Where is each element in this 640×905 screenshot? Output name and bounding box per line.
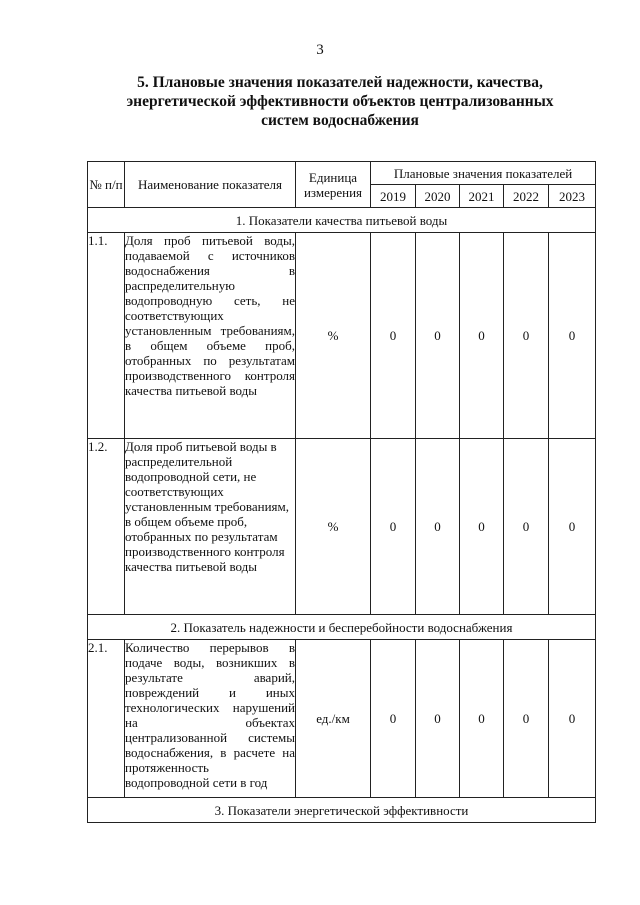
header-name: Наименование показателя (125, 162, 296, 208)
row-value: 0 (504, 233, 549, 439)
row-num: 1.1. (88, 233, 125, 439)
table-row (88, 233, 596, 439)
row-value: 0 (371, 439, 416, 615)
row-value: 0 (549, 640, 596, 798)
title-line: систем водоснабжения (261, 112, 419, 129)
row-value: 0 (416, 439, 460, 615)
row-value: 0 (416, 640, 460, 798)
row-num: 1.2. (88, 439, 125, 615)
indicators-table (87, 161, 596, 823)
row-value: 0 (371, 233, 416, 439)
row-value: 0 (549, 233, 596, 439)
header-year: 2022 (504, 185, 549, 208)
table-row (88, 640, 596, 798)
row-value: 0 (460, 233, 504, 439)
row-value: 0 (504, 640, 549, 798)
header-year: 2021 (460, 185, 504, 208)
header-year: 2020 (416, 185, 460, 208)
section-title: 3. Показатели энергетической эффективности (88, 798, 596, 823)
row-value: 0 (504, 439, 549, 615)
row-num: 2.1. (88, 640, 125, 798)
section-row (88, 798, 596, 823)
section-title: 2. Показатель надежности и бесперебойности водоснабжения (88, 615, 596, 640)
header-plan-values: Плановые значения показателей (371, 162, 596, 185)
row-value: 0 (460, 439, 504, 615)
row-value: 0 (549, 439, 596, 615)
row-unit: ед./км (296, 640, 371, 798)
row-name: Доля проб питьевой воды, подаваемой с источников водоснабжения в распределительную водопроводную сеть, не соответствующих установленным требованиям, в общем объеме проб, отобранных по результатам производственного контроля качества питьевой воды (125, 233, 296, 439)
row-value: 0 (416, 233, 460, 439)
row-name: Доля проб питьевой воды в распределительной водопроводной сети, не соответствующих установленным требованиям, в общем объеме проб, отобранных по результатам производственного контроля качества питьевой воды (125, 439, 296, 615)
section-title: 1. Показатели качества питьевой воды (88, 208, 596, 233)
header-num: № п/п (88, 162, 125, 208)
header-year: 2019 (371, 185, 416, 208)
row-unit: % (296, 439, 371, 615)
row-value: 0 (371, 640, 416, 798)
document-title (60, 73, 620, 130)
section-row (88, 615, 596, 640)
title-line: 5. Плановые значения показателей надежности, качества, (137, 74, 543, 91)
page-number: 3 (316, 42, 324, 58)
title-line: энергетической эффективности объектов централизованных (126, 93, 554, 110)
header-year: 2023 (549, 185, 596, 208)
row-name: Количество перерывов в подаче воды, возникших в результате аварий, повреждений и иных технологических нарушений на объектах централизованной системы водоснабжения, в расчете на протяженность водопроводной сети в год (125, 640, 296, 798)
header-unit: Единица измерения (296, 162, 371, 208)
section-row (88, 208, 596, 233)
table-row (88, 439, 596, 615)
row-value: 0 (460, 640, 504, 798)
row-unit: % (296, 233, 371, 439)
